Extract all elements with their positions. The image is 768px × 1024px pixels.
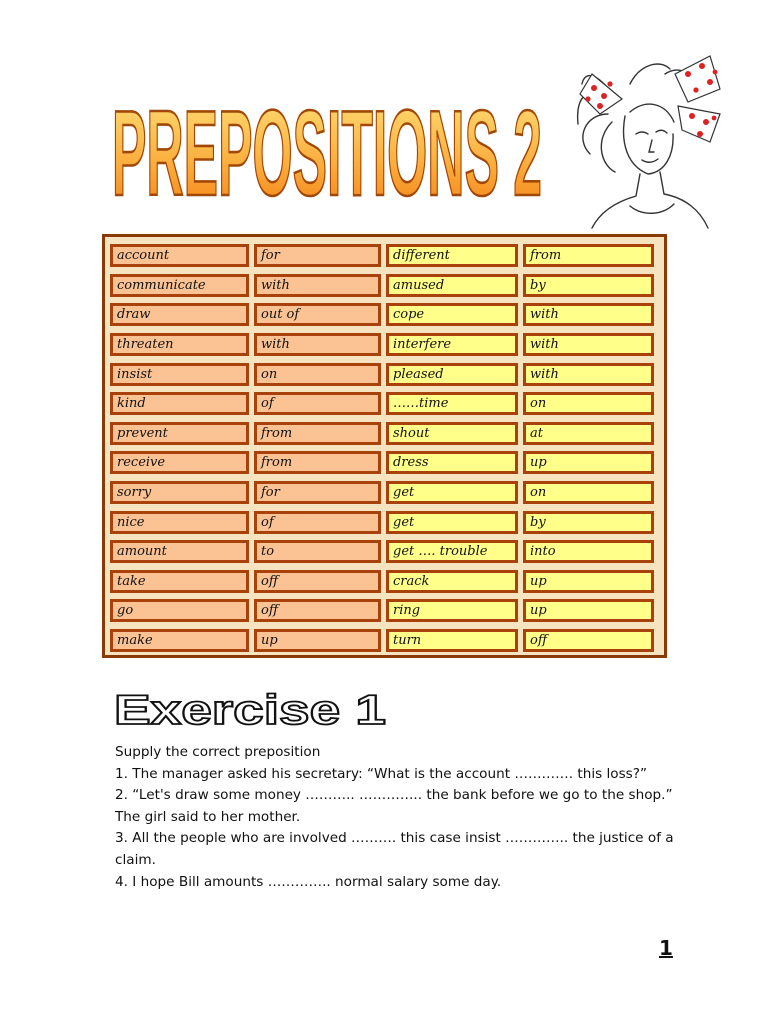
table-cell: from — [254, 451, 381, 474]
table-cell: to — [254, 540, 381, 563]
exercise-heading — [112, 684, 402, 732]
table-cell: into — [523, 540, 654, 563]
table-cell: on — [523, 392, 654, 415]
table-cell: account — [110, 244, 249, 267]
table-cell: dress — [386, 451, 518, 474]
table-cell: from — [523, 244, 654, 267]
table-cell: receive — [110, 451, 249, 474]
table-cell: take — [110, 570, 249, 593]
table-cell: prevent — [110, 422, 249, 445]
table-cell: off — [254, 570, 381, 593]
table-row — [110, 359, 659, 389]
table-row — [110, 596, 659, 626]
table-row — [110, 241, 659, 271]
table-row — [110, 271, 659, 301]
table-row — [110, 478, 659, 508]
table-cell: by — [523, 274, 654, 297]
table-cell: with — [254, 274, 381, 297]
preposition-table — [102, 234, 667, 658]
table-cell: different — [386, 244, 518, 267]
table-row — [110, 537, 659, 567]
table-cell: up — [523, 451, 654, 474]
table-cell: with — [254, 333, 381, 356]
table-cell: up — [523, 570, 654, 593]
page-number: 1 — [659, 936, 673, 960]
table-cell: ……time — [386, 392, 518, 415]
table-cell: insist — [110, 363, 249, 386]
table-cell: on — [254, 363, 381, 386]
table-cell: shout — [386, 422, 518, 445]
exercise-body — [115, 742, 675, 893]
exercise-instruction: Supply the correct preposition — [115, 744, 321, 760]
page-title — [112, 86, 552, 204]
table-cell: for — [254, 244, 381, 267]
table-cell: at — [523, 422, 654, 445]
table-cell: with — [523, 333, 654, 356]
table-cell: off — [254, 599, 381, 622]
table-cell: go — [110, 599, 249, 622]
table-cell: nice — [110, 511, 249, 534]
exercise-heading-text: Exercise 1 — [114, 686, 386, 732]
table-cell: turn — [386, 629, 518, 652]
table-row — [110, 300, 659, 330]
table-row — [110, 389, 659, 419]
table-cell: with — [523, 363, 654, 386]
table-cell: threaten — [110, 333, 249, 356]
table-cell: off — [523, 629, 654, 652]
table-cell: get …. trouble — [386, 540, 518, 563]
table-cell: up — [523, 599, 654, 622]
table-row — [110, 507, 659, 537]
table-cell: of — [254, 511, 381, 534]
table-cell: with — [523, 303, 654, 326]
exercise-item: 2. “Let's draw some money ……….. ………….. the bank before we go to the shop.” The girl said to her mother. — [115, 787, 673, 825]
table-row — [110, 330, 659, 360]
table-cell: up — [254, 629, 381, 652]
table-cell: from — [254, 422, 381, 445]
table-row — [110, 567, 659, 597]
table-cell: amused — [386, 274, 518, 297]
table-cell: sorry — [110, 481, 249, 504]
table-cell: amount — [110, 540, 249, 563]
table-cell: make — [110, 629, 249, 652]
table-cell: ring — [386, 599, 518, 622]
table-cell: of — [254, 392, 381, 415]
exercise-item: 4. I hope Bill amounts ………….. normal salary some day. — [115, 873, 502, 890]
table-row — [110, 626, 659, 656]
table-cell: crack — [386, 570, 518, 593]
table-cell: communicate — [110, 274, 249, 297]
table-cell: pleased — [386, 363, 518, 386]
table-cell: get — [386, 511, 518, 534]
page-title-text: PREPOSITIONS 2 — [112, 86, 542, 204]
table-cell: get — [386, 481, 518, 504]
table-row — [110, 448, 659, 478]
table-row — [110, 419, 659, 449]
table-cell: on — [523, 481, 654, 504]
table-cell: kind — [110, 392, 249, 415]
table-cell: interfere — [386, 333, 518, 356]
table-cell: draw — [110, 303, 249, 326]
table-cell: out of — [254, 303, 381, 326]
exercise-item: 1. The manager asked his secretary: “What is the account …………. this loss?” — [115, 765, 648, 782]
table-cell: cope — [386, 303, 518, 326]
exercise-item: 3. All the people who are involved ………. this case insist ………….. the justice of a claim. — [115, 830, 674, 868]
table-cell: by — [523, 511, 654, 534]
girl-illustration — [570, 44, 730, 230]
table-cell: for — [254, 481, 381, 504]
